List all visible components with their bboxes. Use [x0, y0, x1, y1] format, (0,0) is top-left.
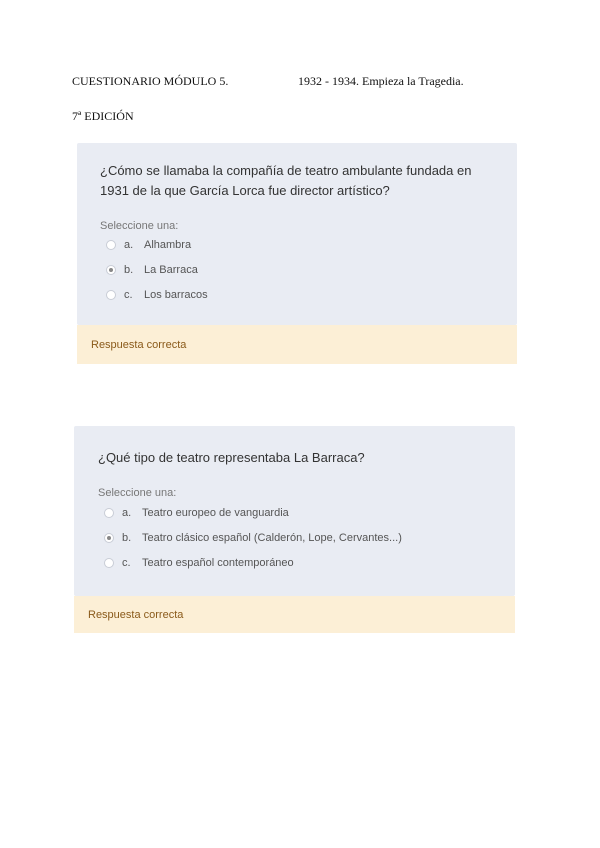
question-text [98, 448, 365, 468]
question-text-line: ¿Qué tipo de teatro representaba La Barraca? [98, 450, 365, 465]
question-text-line: ¿Cómo se llamaba la compañía de teatro ambulante fundada en [100, 163, 472, 178]
option-a[interactable] [106, 239, 191, 251]
option-letter: a. [124, 239, 134, 251]
radio-button[interactable] [106, 290, 116, 300]
option-letter: c. [124, 289, 133, 301]
radio-button[interactable] [104, 508, 114, 518]
radio-button[interactable] [106, 240, 116, 250]
option-letter: b. [122, 532, 132, 544]
document-title: CUESTIONARIO MÓDULO 5. [72, 74, 229, 88]
radio-button-selected[interactable] [104, 533, 114, 543]
question-card-2 [74, 426, 515, 596]
option-c[interactable] [106, 289, 208, 301]
option-a[interactable] [104, 507, 289, 519]
option-letter: a. [122, 507, 132, 519]
option-b[interactable] [106, 264, 198, 276]
edition-label: 7ª EDICIÓN [72, 109, 134, 123]
feedback-text: Respuesta correcta [91, 338, 187, 351]
option-text: Alhambra [144, 239, 192, 251]
question-card-1 [77, 143, 517, 325]
feedback-banner [77, 325, 517, 364]
option-text: Teatro español contemporáneo [142, 557, 294, 569]
document-subtitle: 1932 - 1934. Empieza la Tragedia. [298, 74, 464, 88]
option-text: La Barraca [144, 264, 198, 276]
option-text: Teatro clásico español (Calderón, Lope, Cervantes...) [142, 532, 402, 544]
option-c[interactable] [104, 557, 294, 569]
select-label: Seleccione una: [98, 487, 177, 499]
option-letter: b. [124, 264, 134, 276]
question-text [100, 161, 471, 201]
option-text: Los barracos [144, 289, 208, 301]
question-text-line: 1931 de la que García Lorca fue director artístico? [100, 183, 390, 198]
select-label: Seleccione una: [100, 220, 179, 232]
option-letter: c. [122, 557, 131, 569]
option-text: Teatro europeo de vanguardia [142, 507, 289, 519]
radio-button[interactable] [104, 558, 114, 568]
option-b[interactable] [104, 532, 402, 544]
radio-button-selected[interactable] [106, 265, 116, 275]
feedback-text: Respuesta correcta [88, 608, 184, 621]
feedback-banner [74, 596, 515, 633]
